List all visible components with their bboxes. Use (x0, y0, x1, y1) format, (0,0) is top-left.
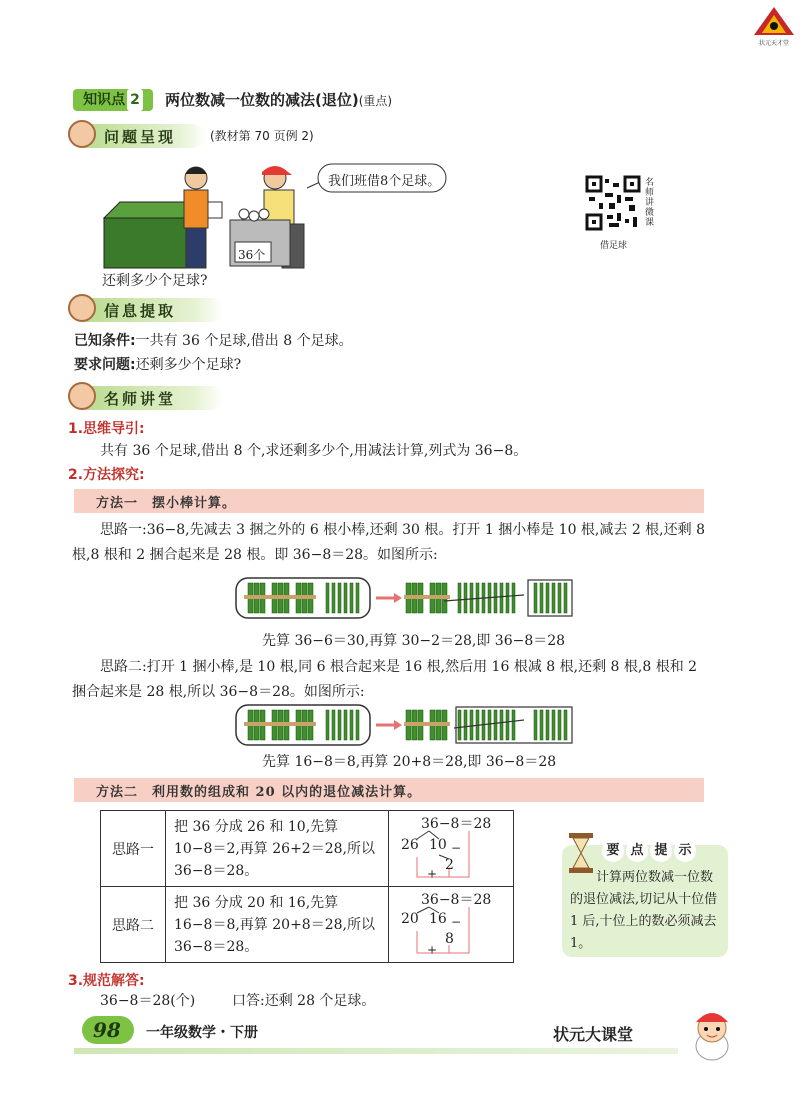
method-explore-title: 2.方法探究: (68, 467, 145, 483)
answer-equation: 36−8＝28(个) (100, 993, 196, 1009)
student-icon (68, 120, 96, 148)
brand-name: 状元大课堂 (553, 1025, 634, 1044)
row-diagram: 36−8＝28 26 10 − 2 + (389, 811, 514, 887)
row-name: 思路二 (101, 887, 166, 963)
key-tip-text: 计算两位数减一位数的退位减法,切记从十位借 1 后,十位上的数必须减去 1。 (570, 870, 718, 951)
row-name: 思路一 (101, 811, 166, 887)
key-tip-title: 要 点 提 示 (602, 839, 696, 862)
qr-code[interactable] (585, 175, 641, 231)
publisher-logo (752, 6, 796, 46)
publisher-logo-icon (752, 6, 796, 36)
idea-two-line2: 捆合起来是 28 根,所以 36−8＝28。如图所示: (72, 684, 365, 700)
teacher-icon (68, 382, 96, 410)
student-icon (68, 294, 96, 322)
key-tip-box (562, 845, 728, 957)
page-number: 98 (82, 1016, 134, 1044)
sticks-figure-1 (234, 575, 574, 621)
logo-text: 状元天才堂 (758, 40, 789, 47)
row-diagram: 36−8＝28 20 16 − 8 + (389, 887, 514, 963)
idea-one-caption: 先算 36−6＝30,再算 30−2＝28,即 36−8＝28 (262, 633, 566, 649)
idea-one-line2: 根,8 根和 2 捆合起来是 28 根。即 36−8＝28。如图所示: (72, 547, 438, 563)
method-two-table (100, 810, 514, 963)
section-header-teacher: 名师讲堂 (74, 386, 224, 410)
section-header-problem: 问题呈现 (74, 124, 206, 148)
table-row (101, 811, 514, 887)
row-text: 把 36 分成 20 和 16,先算 16−8＝8,再算 20+8＝28,所以 36−8＝28。 (166, 887, 389, 963)
idea-one-line1: 思路一:36−8,先减去 3 捆之外的 6 根小棒,还剩 30 根。打开 1 捆小棒是 10 根,减去 2 根,还剩 8 (100, 522, 705, 538)
qr-side-label: 名师讲微课 (645, 178, 655, 228)
knowledge-point-badge: 知识点 2 (73, 89, 153, 111)
speech-bubble: 我们班借8个足球。 (328, 174, 441, 189)
table-row (101, 887, 514, 963)
thinking-guide-text: 共有 36 个足球,借出 8 个,求还剩多少个,用减法计算,列式为 36−8。 (100, 443, 528, 459)
footer-divider (74, 1048, 678, 1054)
thinking-guide-title: 1.思维导引: (68, 421, 145, 437)
textbook-reference: (教材第 70 页例 2) (210, 129, 314, 143)
known-conditions: 已知条件:一共有 36 个足球,借出 8 个足球。 (74, 333, 353, 349)
row-text: 把 36 分成 26 和 10,先算 10−8＝2,再算 26+2＝28,所以 36−8＝28。 (166, 811, 389, 887)
problem-question: 还剩多少个足球? (102, 273, 208, 289)
standard-answer-title: 3.规范解答: (68, 973, 145, 989)
idea-two-caption: 先算 16−8＝8,再算 20+8＝28,即 36−8＝28 (262, 754, 557, 770)
book-title: 一年级数学・下册 (146, 1025, 258, 1041)
mascot (682, 1004, 742, 1064)
knowledge-point-title: 两位数减一位数的减法(退位)(重点) (165, 91, 393, 109)
qr-code-icon (585, 175, 641, 231)
mascot-icon (682, 1004, 742, 1064)
box-label: 36个 (238, 248, 266, 262)
required-question: 要求问题:还剩多少个足球? (74, 357, 242, 373)
method-two-bar: 方法二 利用数的组成和 20 以内的退位减法计算。 (74, 778, 704, 802)
idea-two-line1: 思路二:打开 1 捆小棒,是 10 根,同 6 根合起来是 16 根,然后用 16 根减 8 根,还剩 8 根,8 根和 2 (100, 659, 698, 675)
method-one-bar: 方法一 摆小棒计算。 (74, 489, 704, 513)
illustration (102, 158, 452, 270)
answer-text: 口答:还剩 28 个足球。 (232, 993, 376, 1009)
sticks-figure-2 (234, 702, 574, 748)
qr-caption: 借足球 (600, 241, 628, 251)
section-header-info: 信息提取 (74, 298, 224, 322)
